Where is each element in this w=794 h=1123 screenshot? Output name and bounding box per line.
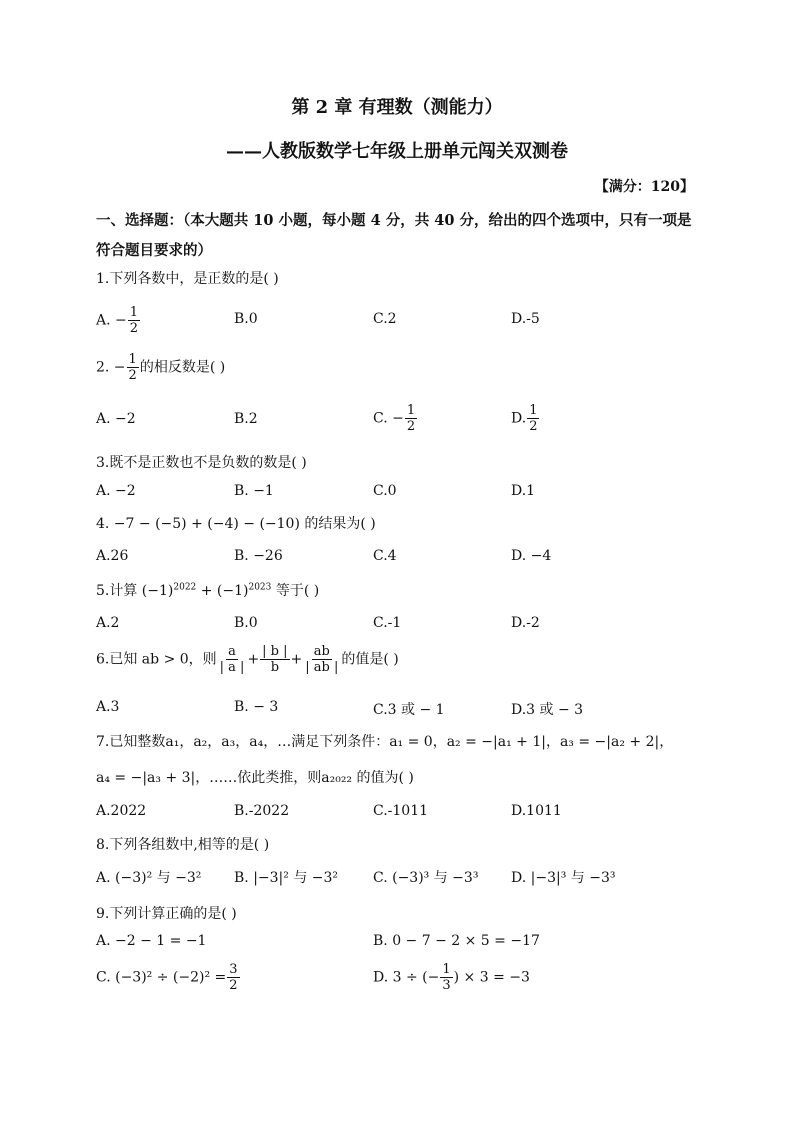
numerator: 1 (529, 403, 538, 418)
denominator: 2 (229, 978, 238, 993)
exponent: 2023 (248, 582, 272, 593)
denominator: | ab | (305, 660, 339, 675)
question-9-option-d (373, 962, 530, 993)
question-2-option-b: B.2 (234, 411, 258, 427)
question-8-option-d: D. |−3|³ 与 −3³ (511, 870, 616, 886)
question-1-stem: 1.下列各数中，是正数的是( ) (96, 271, 279, 287)
question-4-option-d: D. −4 (511, 548, 552, 564)
stem-part: 的值是( ) (341, 651, 399, 668)
question-1-option-b: B.0 (234, 311, 258, 327)
question-8-option-b: B. |−3|² 与 −3² (234, 870, 339, 886)
stem-suffix: 的相反数是( ) (139, 359, 226, 376)
question-4-option-b: B. −26 (234, 548, 283, 564)
numerator: 1 (129, 305, 139, 320)
fraction (227, 962, 239, 993)
exponent: 2022 (173, 582, 197, 593)
denominator: 3 (442, 978, 451, 993)
question-1-option-c: C.2 (373, 311, 397, 327)
fraction (440, 962, 452, 993)
question-2-stem (96, 352, 225, 383)
fraction (303, 644, 340, 675)
question-9-option-b: B. 0 − 7 − 2 × 5 = −17 (373, 933, 540, 949)
fraction (128, 305, 140, 336)
question-7-option-c: C.-1011 (373, 803, 429, 819)
question-8-stem: 8.下列各组数中,相等的是( ) (96, 837, 270, 853)
option-text: D. 3 ÷ (− (373, 969, 440, 986)
question-3-option-d: D.1 (511, 483, 536, 499)
fraction (218, 644, 247, 675)
denominator: 2 (129, 321, 139, 336)
numerator: a (228, 644, 236, 659)
option-text: C. (−3)² ÷ (−2)² = (96, 969, 227, 986)
stem-part: 5.计算 (−1) (96, 583, 174, 599)
question-5-option-b: B.0 (234, 615, 258, 631)
numerator: 1 (406, 403, 416, 418)
option-text: C. − (373, 410, 404, 427)
denominator: | a | (219, 660, 245, 675)
question-4-option-c: C.4 (373, 548, 397, 564)
question-6-option-a: A.3 (96, 699, 120, 715)
stem-part: 6.已知 ab > 0，则 (96, 651, 217, 668)
question-5-option-a: A.2 (96, 615, 120, 631)
question-2-option-a: A. −2 (96, 411, 136, 427)
question-7-option-b: B.-2022 (234, 803, 290, 819)
numerator: 3 (229, 962, 238, 977)
question-6-stem (96, 644, 399, 675)
denominator: 2 (406, 419, 416, 434)
question-2-option-d (511, 403, 540, 434)
question-3-option-b: B. −1 (234, 483, 274, 499)
fraction (527, 403, 539, 434)
stem-part: 等于( ) (271, 583, 320, 599)
question-6-option-c: C.3 或 − 1 (373, 702, 445, 718)
question-1-option-a (96, 305, 141, 336)
fraction (260, 644, 289, 675)
denominator: b (270, 660, 280, 675)
question-9-stem: 9.下列计算正确的是( ) (96, 906, 237, 922)
question-4-stem: 4. −7 − (−5) + (−4) − (−10) 的结果为( ) (96, 516, 376, 532)
question-1-option-d: D.-5 (511, 311, 540, 327)
question-8-option-a: A. (−3)² 与 −3² (96, 870, 202, 886)
stem-prefix: 2. − (96, 359, 126, 376)
question-5-stem (96, 580, 319, 600)
option-text: D. (511, 410, 527, 427)
denominator: 2 (128, 368, 137, 383)
question-9-option-a: A. −2 − 1 = −1 (96, 933, 207, 949)
numerator: 1 (128, 352, 137, 367)
question-5-option-d: D.-2 (511, 615, 540, 631)
question-6-option-d: D.3 或 − 3 (511, 702, 584, 718)
question-4-option-a: A.26 (96, 548, 129, 564)
section-heading: 一、选择题：（本大题共 10 小题，每小题 4 分，共 40 分，给出的四个选项中，只有一项是符合题目要求的） (96, 212, 692, 259)
question-7-stem-line-1: 7.已知整数a₁，a₂，a₃，a₄，…满足下列条件：a₁ = 0，a₂ = −|a₁ + 1|，a₃ = −|a₂ + 2|， (96, 734, 674, 750)
question-5-option-c: C.-1 (373, 615, 402, 631)
numerator: 1 (442, 962, 451, 977)
question-3-option-c: C.0 (373, 483, 397, 499)
question-3-option-a: A. −2 (96, 483, 136, 499)
question-6-option-b: B. − 3 (234, 699, 279, 715)
question-8-option-c: C. (−3)³ 与 −3³ (373, 870, 479, 886)
question-7-option-d: D.1011 (511, 803, 562, 819)
full-score-label: 【满分：120】 (594, 179, 694, 195)
option-text: ) × 3 = −3 (453, 969, 530, 986)
fraction (127, 352, 139, 383)
question-2-option-c (373, 403, 418, 434)
numerator: ab (313, 644, 330, 659)
operator: + (290, 651, 303, 668)
fraction (405, 403, 417, 434)
page-subtitle: ——人教版数学七年级上册单元闯关双测卷 (226, 141, 568, 162)
question-3-stem: 3.既不是正数也不是负数的数是( ) (96, 455, 307, 471)
option-text: A. − (96, 312, 127, 329)
page-title: 第 2 章 有理数（测能力） (291, 97, 503, 118)
numerator: | b | (262, 644, 288, 659)
question-7-option-a: A.2022 (96, 803, 147, 819)
question-7-stem-line-2: a₄ = −|a₃ + 3|，……依此类推，则a₂₀₂₂ 的值为( ) (96, 770, 414, 786)
operator: + (247, 651, 260, 668)
question-9-option-c (96, 962, 241, 993)
stem-part: + (−1) (196, 583, 249, 599)
denominator: 2 (529, 419, 538, 434)
